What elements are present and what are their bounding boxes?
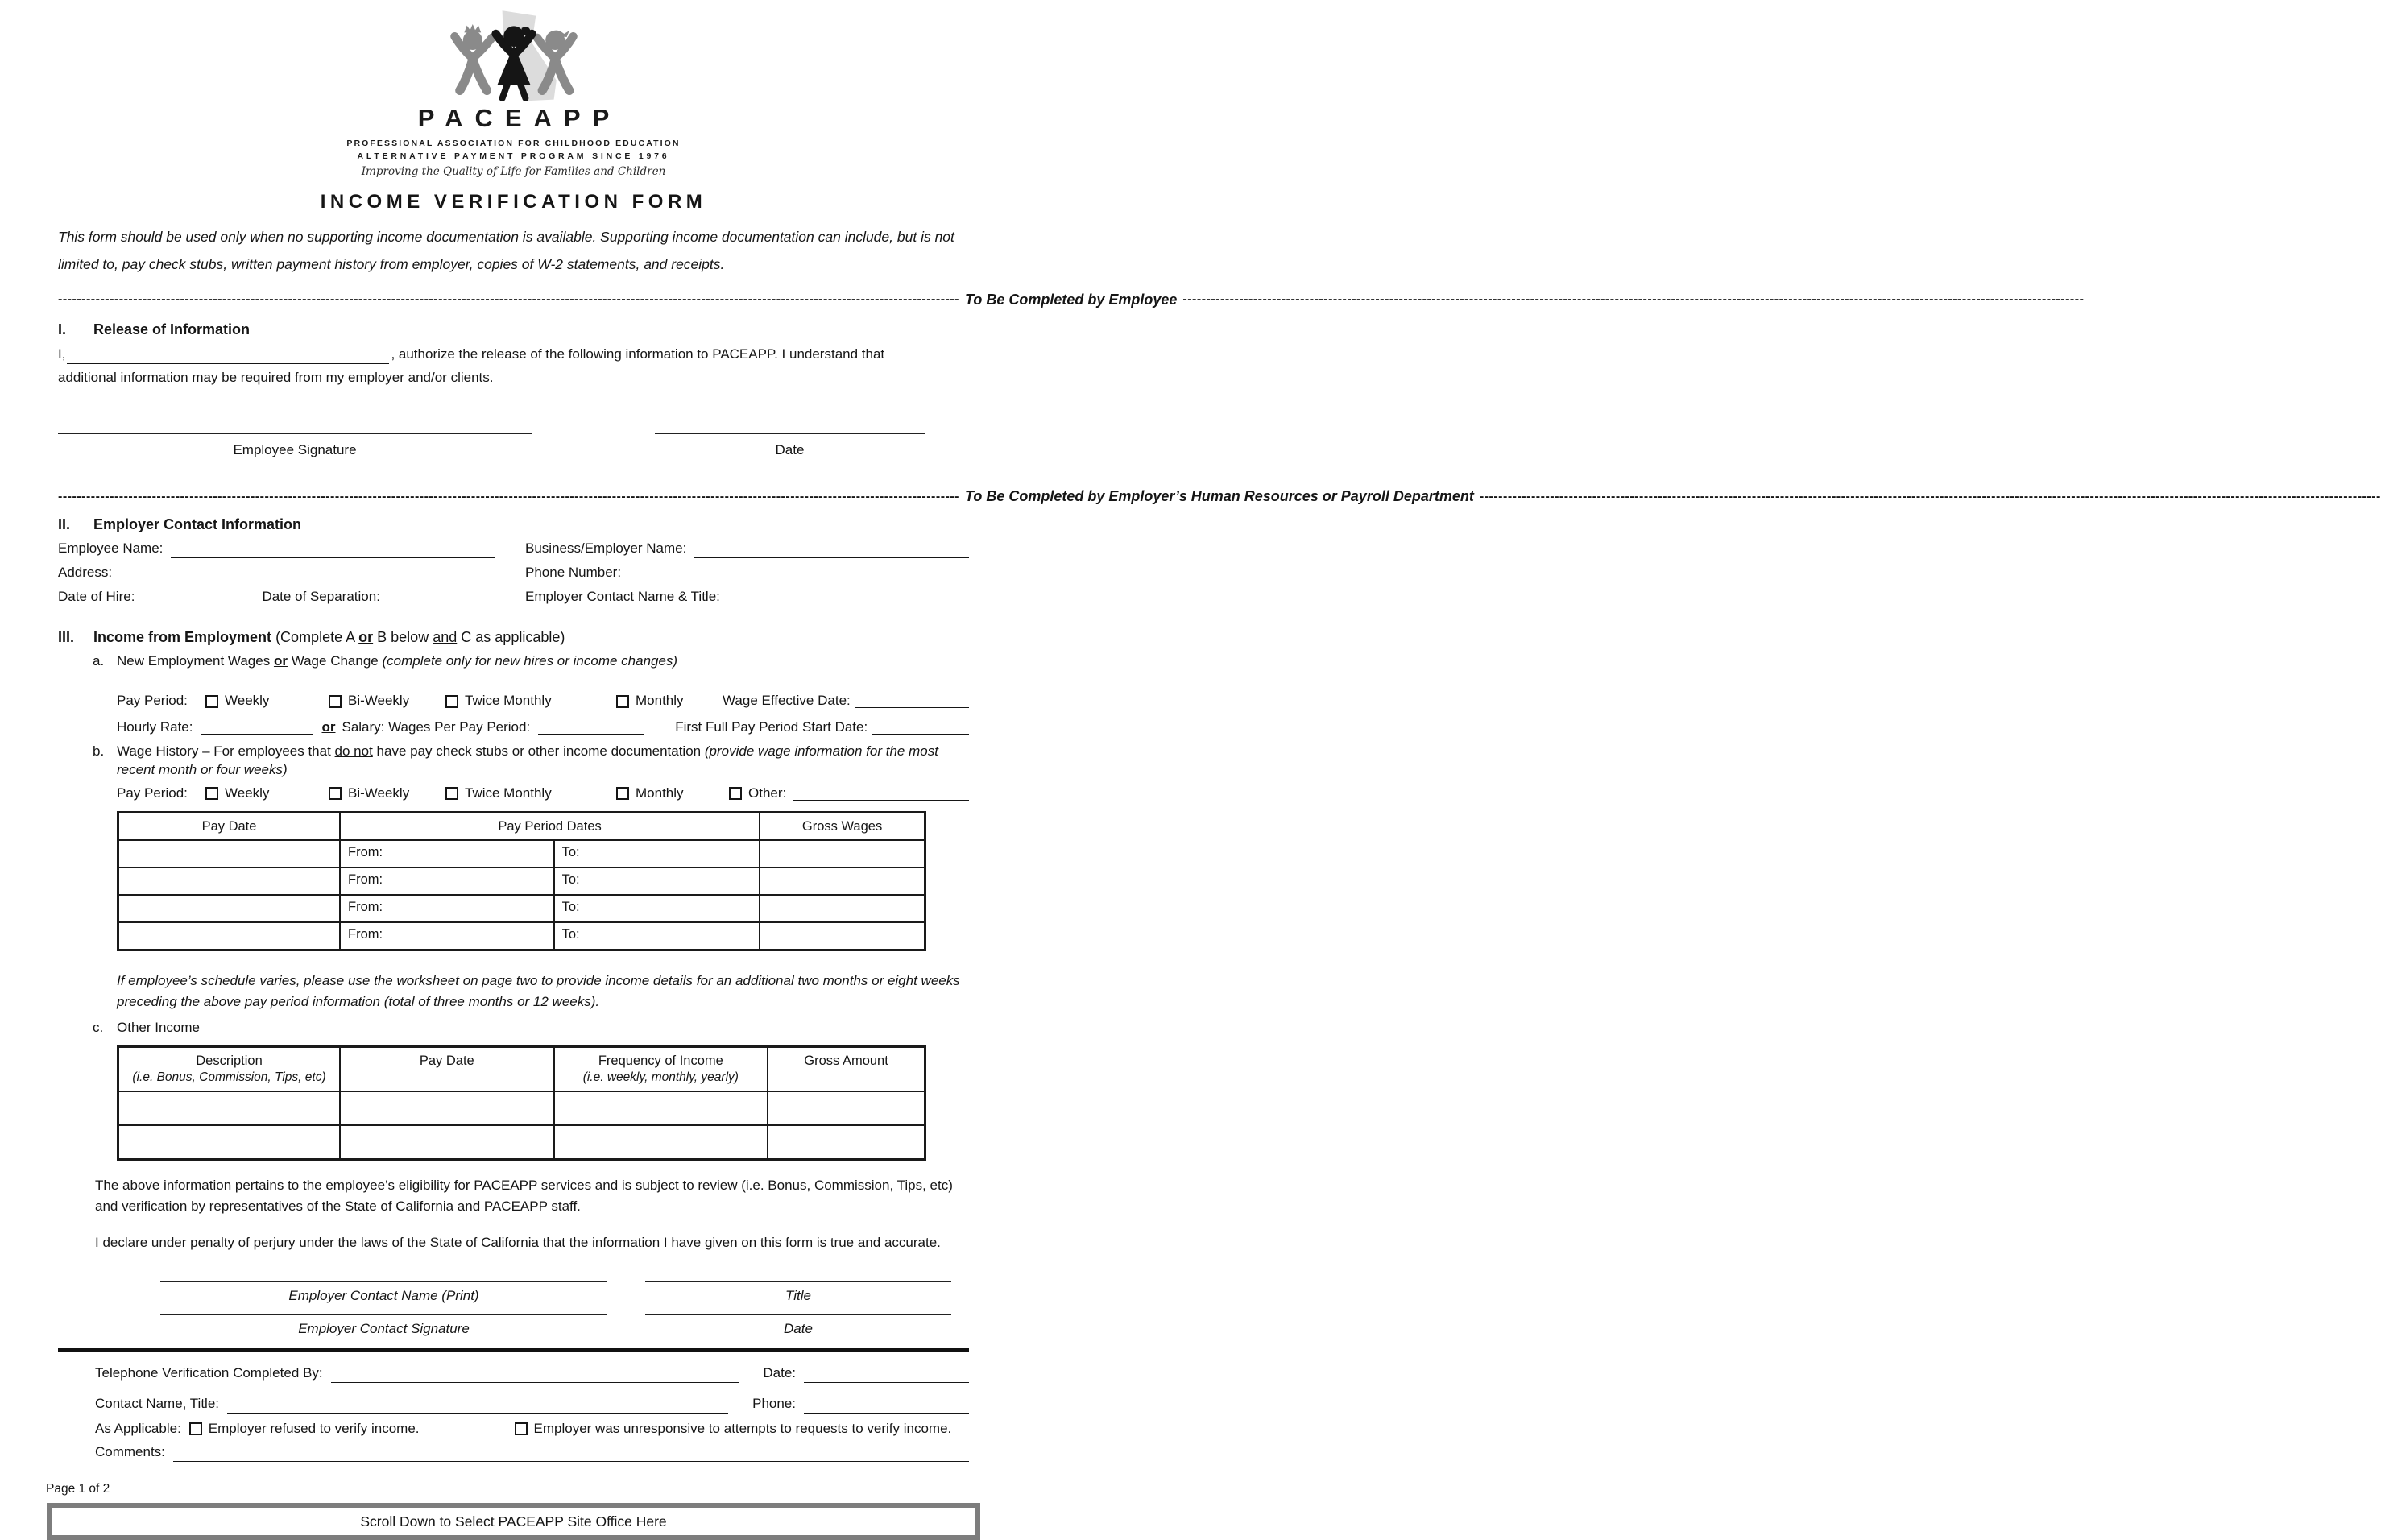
employee-name-field[interactable]: [171, 544, 495, 558]
item-c-title: Other Income: [117, 1019, 200, 1035]
comments-label: Comments:: [95, 1443, 165, 1459]
date-of-separation-label: Date of Separation:: [262, 588, 380, 604]
checkbox-employer-refused[interactable]: Employer refused to verify income.: [189, 1420, 420, 1439]
employer-contact-name-label: Employer Contact Name (Print): [288, 1287, 479, 1303]
frequency-cell[interactable]: [554, 1125, 768, 1160]
other-pay-period-field[interactable]: [793, 787, 969, 801]
gross-wages-cell[interactable]: [760, 922, 925, 950]
paceapp-children-logo-icon: [412, 8, 615, 105]
from-cell[interactable]: From:: [340, 867, 554, 895]
wage-table-row: [118, 895, 925, 922]
item-b-label: b.: [93, 743, 105, 759]
checkbox-icon[interactable]: [329, 695, 342, 708]
employer-signature-block-1: [58, 1281, 969, 1306]
or-word: or: [321, 719, 336, 735]
intro-paragraph: This form should be used only when no supporting income documentation is available. Supporting income documentation can include, but is not limited to, pay check stubs, written payment history from employer, copies of W-2 statements, and receipts.: [58, 228, 954, 272]
employer-contact-row2: [58, 564, 969, 582]
employee-signature-date-label: Date: [775, 441, 805, 457]
pay-period-row-b: [117, 784, 969, 803]
dash-fill: [1182, 291, 2084, 308]
section2-number: II.: [58, 515, 71, 532]
wage-table-row: [118, 840, 925, 867]
item-a-label: a.: [93, 653, 105, 669]
employee-signature-block: [58, 433, 969, 460]
dash-fill: [1480, 488, 2381, 506]
business-name-field[interactable]: [694, 544, 969, 558]
employee-signature-field[interactable]: [58, 433, 532, 434]
checkbox-twice-monthly[interactable]: Twice Monthly: [445, 692, 616, 710]
site-office-select-label: Scroll Down to Select PACEAPP Site Office Here: [360, 1513, 667, 1530]
gross-amount-cell[interactable]: [768, 1125, 925, 1160]
verification-phone-field[interactable]: [804, 1400, 969, 1414]
section1-heading: [58, 320, 969, 339]
gross-amount-header: Gross Amount: [768, 1046, 925, 1091]
checkbox-icon[interactable]: [445, 695, 458, 708]
pay-date-cell[interactable]: [118, 840, 341, 867]
employer-contact-signature-field[interactable]: [160, 1314, 607, 1315]
release-statement-row: [58, 346, 969, 364]
pay-date-cell[interactable]: [340, 1091, 554, 1125]
telephone-verification-row: [58, 1364, 969, 1383]
other-income-header-row: [118, 1046, 925, 1091]
to-cell[interactable]: To:: [554, 922, 760, 950]
logo-wordmark: PACEAPP: [417, 104, 622, 132]
schedule-varies-note: If employee’s schedule varies, please use the worksheet on page two to provide income details for an additional two months or eight weeks preceding the above pay period information (total of three months or 12 weeks).: [117, 973, 960, 1010]
dash-fill: [58, 291, 959, 308]
gross-amount-cell[interactable]: [768, 1091, 925, 1125]
first-full-pay-period-field[interactable]: [872, 721, 969, 735]
frequency-cell[interactable]: [554, 1091, 768, 1125]
employee-signature-label: Employee Signature: [233, 441, 357, 457]
pay-date-cell[interactable]: [118, 895, 341, 922]
contact-name-title-field[interactable]: [728, 593, 969, 606]
checkbox-monthly[interactable]: Monthly: [616, 784, 729, 803]
comments-row: [58, 1443, 969, 1462]
to-cell[interactable]: To:: [554, 895, 760, 922]
separator-employee: [58, 290, 1178, 309]
checkbox-icon[interactable]: [515, 1422, 528, 1435]
section1-title: Release of Information: [93, 321, 251, 338]
from-cell[interactable]: From:: [340, 922, 554, 950]
section3-title: Income from Employment (Complete A or B below and C as applicable): [93, 628, 565, 645]
pay-period-label: Pay Period:: [117, 693, 188, 709]
telephone-verification-field[interactable]: [331, 1369, 739, 1383]
site-office-select-bar[interactable]: [47, 1503, 980, 1540]
gross-wages-cell[interactable]: [760, 840, 925, 867]
verification-date-field[interactable]: [804, 1369, 969, 1383]
description-cell[interactable]: [118, 1125, 341, 1160]
logo-tagline: Improving the Quality of Life for Families and Children: [361, 165, 666, 179]
checkbox-monthly[interactable]: Monthly: [616, 692, 723, 710]
pay-date-header: Pay Date: [118, 812, 341, 840]
checkbox-icon[interactable]: [205, 787, 218, 800]
description-header: Description (i.e. Bonus, Commission, Tips, etc): [118, 1046, 341, 1091]
release-name-field[interactable]: [67, 350, 389, 364]
checkbox-icon[interactable]: [616, 695, 629, 708]
release-prefix: I,: [58, 346, 66, 362]
wage-table-row: [118, 922, 925, 950]
separator-employer-label: To Be Completed by Employer’s Human Resources or Payroll Department: [965, 488, 1474, 505]
dash-fill: [58, 488, 959, 506]
release-statement-line2: additional information may be required from my employer and/or clients.: [58, 369, 494, 385]
wage-history-table: [117, 811, 926, 951]
section2-heading: [58, 515, 969, 534]
logo-association-line2: ALTERNATIVE PAYMENT PROGRAM SINCE 1976: [357, 151, 670, 162]
item-c: [58, 1019, 969, 1161]
gross-wages-cell[interactable]: [760, 867, 925, 895]
employer-title-field[interactable]: [645, 1281, 951, 1282]
item-a-title: New Employment Wages or Wage Change (complete only for new hires or income changes): [117, 653, 678, 669]
from-cell[interactable]: From:: [340, 840, 554, 867]
wage-table-header-row: [118, 812, 925, 840]
verification-contact-label: Contact Name, Title:: [95, 1395, 220, 1411]
date-of-separation-field[interactable]: [388, 593, 489, 606]
verification-contact-field[interactable]: [227, 1400, 728, 1414]
item-a: [58, 652, 969, 737]
pay-period-label: Pay Period:: [117, 784, 188, 801]
section3-number: III.: [58, 628, 75, 645]
wage-effective-date-label: Wage Effective Date:: [723, 693, 851, 709]
item-b: [58, 743, 969, 1013]
verification-date-label: Date:: [763, 1364, 796, 1381]
logo-association-line1: PROFESSIONAL ASSOCIATION FOR CHILDHOOD EDUCATION: [346, 138, 681, 148]
page-number-label: Page 1 of 2: [46, 1481, 110, 1496]
checkbox-weekly[interactable]: Weekly: [205, 784, 329, 803]
employee-signature-date-field[interactable]: [655, 433, 925, 434]
section-divider-rule: [58, 1348, 969, 1352]
release-suffix: , authorize the release of the following information to PACEAPP. I understand that: [391, 346, 885, 362]
wage-effective-date-field[interactable]: [855, 694, 969, 708]
checkbox-icon[interactable]: [189, 1422, 202, 1435]
verification-phone-label: Phone:: [752, 1395, 796, 1411]
employer-title-label: Title: [785, 1287, 811, 1303]
phone-number-label: Phone Number:: [525, 564, 622, 580]
pay-date-cell[interactable]: [118, 867, 341, 895]
frequency-header: Frequency of Income (i.e. weekly, monthly, yearly): [554, 1046, 768, 1091]
pay-period-row-a: [117, 692, 969, 710]
business-name-label: Business/Employer Name:: [525, 540, 687, 557]
hourly-rate-label: Hourly Rate:: [117, 719, 193, 735]
contact-name-title-row: [58, 1395, 969, 1414]
section1-number: I.: [58, 321, 67, 338]
checkbox-employer-unresponsive[interactable]: Employer was unresponsive to attempts to requests to verify income.: [515, 1420, 952, 1439]
to-cell[interactable]: To:: [554, 867, 760, 895]
first-full-pay-period-label: First Full Pay Period Start Date:: [675, 719, 868, 735]
pay-period-dates-header: Pay Period Dates: [340, 812, 760, 840]
employer-signature-date-label: Date: [784, 1320, 813, 1336]
salary-label: Salary: Wages Per Pay Period:: [342, 719, 531, 735]
perjury-declaration: I declare under penalty of perjury under the laws of the State of California that the information I have given on this form is true and accurate.: [95, 1234, 941, 1250]
eligibility-paragraph: The above information pertains to the employee’s eligibility for PACEAPP services and is subject to review (i.e. Bonus, Commission, Tips, etc) and verification by representatives of the State of California and PACEAPP staff.: [95, 1177, 953, 1215]
hourly-rate-row: [117, 718, 969, 737]
checkbox-icon[interactable]: [329, 787, 342, 800]
pay-date-cell[interactable]: [118, 922, 341, 950]
checkbox-other[interactable]: Other:: [729, 784, 786, 803]
checkbox-weekly[interactable]: Weekly: [205, 692, 329, 710]
date-of-hire-field[interactable]: [143, 593, 247, 606]
as-applicable-row: [58, 1420, 969, 1439]
employer-signature-block-2: [58, 1314, 969, 1339]
comments-field[interactable]: [173, 1448, 969, 1462]
date-of-hire-label: Date of Hire:: [58, 588, 135, 604]
pay-date-header: Pay Date: [340, 1046, 554, 1091]
item-b-title: Wage History – For employees that do not have pay check stubs or other income documentation (provide wage information for the most recent month or four weeks): [117, 743, 938, 777]
section3-heading: [58, 627, 969, 647]
checkbox-icon[interactable]: [729, 787, 742, 800]
to-cell[interactable]: To:: [554, 840, 760, 867]
employer-contact-name-field[interactable]: [160, 1281, 607, 1282]
checkbox-biweekly[interactable]: Bi-Weekly: [329, 784, 445, 803]
checkbox-icon[interactable]: [205, 695, 218, 708]
employer-contact-row3: [58, 588, 969, 606]
other-income-table: [117, 1045, 926, 1161]
section2-title: Employer Contact Information: [93, 515, 302, 532]
telephone-verification-label: Telephone Verification Completed By:: [95, 1364, 323, 1381]
wage-table-row: [118, 867, 925, 895]
salary-field[interactable]: [538, 721, 644, 735]
hourly-rate-field[interactable]: [201, 721, 313, 735]
phone-number-field[interactable]: [629, 569, 969, 582]
separator-employee-label: To Be Completed by Employee: [965, 292, 1178, 308]
from-cell[interactable]: From:: [340, 895, 554, 922]
checkbox-biweekly[interactable]: Bi-Weekly: [329, 692, 445, 710]
gross-wages-cell[interactable]: [760, 895, 925, 922]
description-cell[interactable]: [118, 1091, 341, 1125]
pay-date-cell[interactable]: [340, 1125, 554, 1160]
address-field[interactable]: [120, 569, 495, 582]
contact-name-title-label: Employer Contact Name & Title:: [525, 588, 720, 604]
employer-contact-signature-label: Employer Contact Signature: [298, 1320, 470, 1336]
checkbox-icon[interactable]: [445, 787, 458, 800]
separator-employer: [58, 486, 1474, 506]
other-income-row: [118, 1091, 925, 1125]
other-income-row: [118, 1125, 925, 1160]
item-c-label: c.: [93, 1019, 104, 1035]
employer-contact-row1: [58, 540, 969, 558]
logo-block: [58, 8, 969, 179]
checkbox-icon[interactable]: [616, 787, 629, 800]
as-applicable-label: As Applicable:: [95, 1420, 181, 1436]
page-title: INCOME VERIFICATION FORM: [320, 191, 707, 213]
employer-signature-date-field[interactable]: [645, 1314, 951, 1315]
address-label: Address:: [58, 564, 113, 580]
checkbox-twice-monthly[interactable]: Twice Monthly: [445, 784, 616, 803]
gross-wages-header: Gross Wages: [760, 812, 925, 840]
employee-name-label: Employee Name:: [58, 540, 164, 557]
